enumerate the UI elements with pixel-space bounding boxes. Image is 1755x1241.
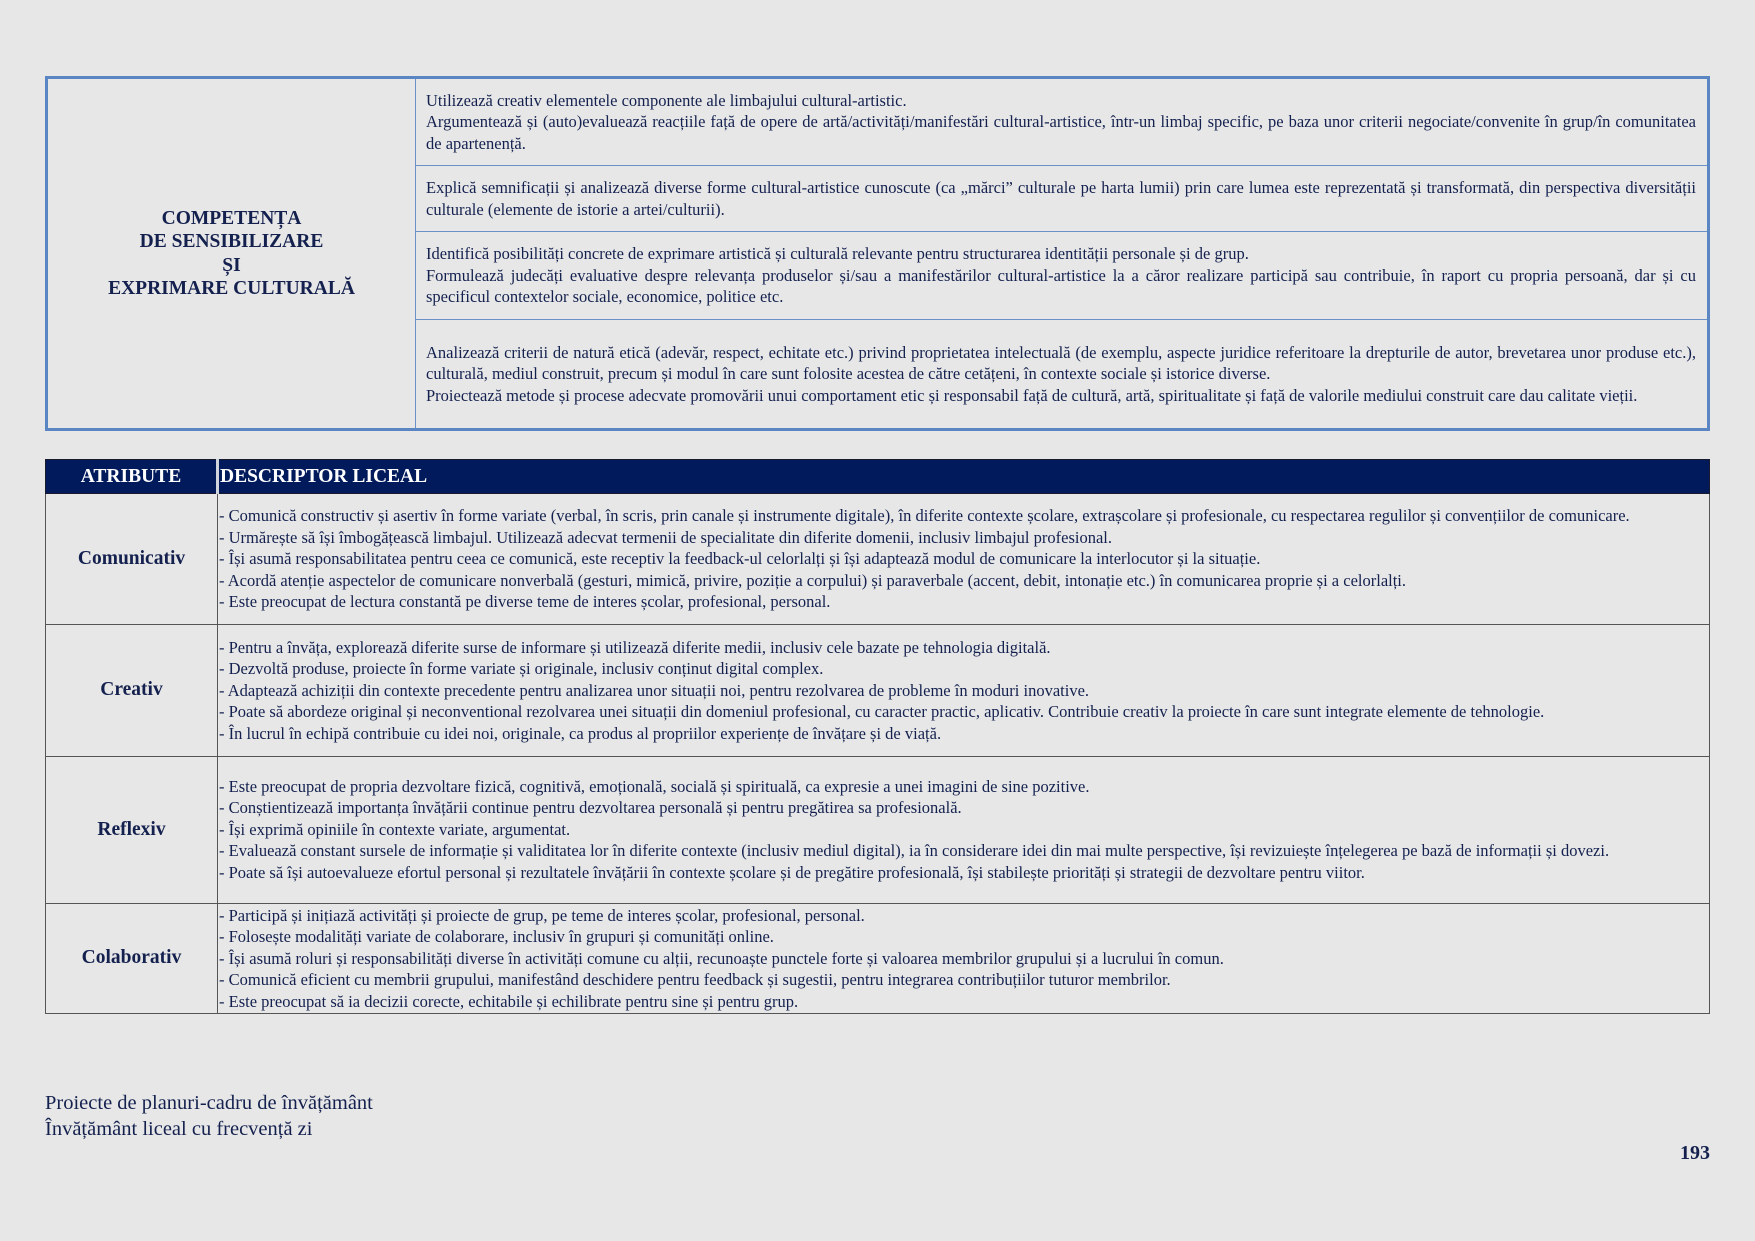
competence-cell <box>416 166 1709 232</box>
competence-title-line: EXPRIMARE CULTURALĂ <box>108 278 355 299</box>
attribute-name: Creativ <box>46 625 218 756</box>
descriptor-line: - Poate să își autoevalueze efortul personal și rezultatele învățării în contexte școlare și de pregătire profesională, își stabilește priorități și strategii de dezvoltare pentru viitor. <box>219 862 1365 882</box>
descriptor-line: - Este preocupat de propria dezvoltare fizică, cognitivă, emoțională, socială și spirituală, ca expresie a unei imagini de sine pozitive. <box>219 776 1090 796</box>
attributes-table <box>45 459 1710 1014</box>
footer-line-2: Învățământ liceal cu frecvență zi <box>45 1118 313 1140</box>
attribute-descriptor <box>218 494 1710 625</box>
attribute-descriptor <box>218 756 1710 903</box>
competence-cell <box>416 320 1709 430</box>
header-atribute: ATRIBUTE <box>46 460 218 494</box>
competence-text: Utilizează creativ elementele componente ale limbajului cultural-artistic. <box>426 90 907 110</box>
attributes-header-row <box>46 460 1710 494</box>
competence-title-line: COMPETENȚA <box>161 207 302 229</box>
descriptor-line: - Este preocupat să ia decizii corecte, echitabile și echilibrate pentru sine și pentru grup. <box>219 991 799 1011</box>
descriptor-line: - Urmărește să își îmbogățească limbajul. Utilizează adecvat termenii de specialitate din diferite domenii, inclusiv limbajul profesional. <box>219 527 1112 547</box>
attribute-row-creativ <box>46 625 1710 756</box>
descriptor-line: - Adaptează achiziții din contexte precedente pentru analizarea unor situații noi, pentru rezolvarea de probleme în moduri inovative. <box>219 680 1090 700</box>
attribute-name: Reflexiv <box>46 756 218 903</box>
page-footer <box>45 1090 373 1142</box>
competence-cell <box>416 232 1709 320</box>
attribute-name: Colaborativ <box>46 903 218 1013</box>
competence-title <box>47 78 416 430</box>
descriptor-line: - În lucrul în echipă contribuie cu idei noi, originale, ca produs al propriilor experiențe de învățare și de viață. <box>219 723 942 743</box>
descriptor-line: - Își asumă roluri și responsabilități diverse în activități comune cu alții, recunoaște punctele forte și valoarea membrilor grupului și a lucrului în comun. <box>219 948 1224 968</box>
descriptor-line: - Își asumă responsabilitatea pentru ceea ce comunică, este receptiv la feedback-ul celorlalți și își adaptează modul de comunicare la interlocutor și la situație. <box>219 549 1261 569</box>
descriptor-line: - Comunică constructiv și asertiv în forme variate (verbal, în scris, prin canale și instrumente digitale), în diferite contexte școlare, extrașcolare și profesionale, cu respectarea regulilor și convențiilor de comunicare. <box>219 506 1630 526</box>
attribute-row-reflexiv <box>46 756 1710 903</box>
descriptor-line: - Dezvoltă produse, proiecte în forme variate și originale, inclusiv conținut digital complex. <box>219 659 824 679</box>
descriptor-line: - Conștientizează importanța învățării continue pentru dezvoltarea personală și pentru pregătirea sa profesională. <box>219 798 962 818</box>
competence-text: Formulează judecăți evaluative despre relevanța produselor și/sau a manifestărilor cultural-artistice la a căror realizare participă sau contribuie, în raport cu propria persoană, dar și cu specificul contextelor sociale, economice, politice etc. <box>426 265 1696 307</box>
descriptor-line: - Pentru a învăța, explorează diferite surse de informare și utilizează diferite medii, inclusiv cele bazate pe tehnologia digitală. <box>219 637 1051 657</box>
competence-text: Identifică posibilități concrete de exprimare artistică și culturală relevante pentru structurarea identității personale și de grup. <box>426 244 1249 264</box>
competence-text: Analizează criterii de natură etică (adevăr, respect, echitate etc.) privind proprietatea intelectuală (de exemplu, aspecte juridice referitoare la drepturile de autor, brevetarea unor produse etc.), culturală, mediul construit, precum și modul în care sunt folosite acestea de către cetățeni, în contexte sociale și istorice diverse. <box>426 342 1696 384</box>
competence-text: Argumentează și (auto)evaluează reacțiile față de opere de artă/activități/manifestări cultural-artistice, într-un limbaj specific, pe baza unor criterii negociate/convenite în grup/în comunitatea de apartenență. <box>426 112 1696 153</box>
competence-title-line: DE SENSIBILIZARE <box>139 231 324 252</box>
attribute-name: Comunicativ <box>46 494 218 625</box>
page-number: 193 <box>1680 1142 1710 1164</box>
attribute-row-comunicativ <box>46 494 1710 625</box>
competence-cell <box>416 78 1709 166</box>
competence-text: Proiectează metode și procese adecvate promovării unui comportament etic și responsabil față de cultură, artă, spiritualitate și față de valorile mediului construit care dau calitate vieții. <box>426 385 1638 405</box>
descriptor-line: - Acordă atenție aspectelor de comunicare nonverbală (gesturi, mimică, privire, poziție a corpului) și paraverbale (accent, debit, intonație etc.) în comunicarea proprie și a celorlalți. <box>219 570 1407 590</box>
descriptor-line: - Participă și inițiază activități și proiecte de grup, pe teme de interes școlar, profesional, personal. <box>219 905 865 925</box>
competence-row-1 <box>47 78 1709 166</box>
competence-title-line: ȘI <box>222 254 241 276</box>
descriptor-line: - Poate să abordeze original și neconventional rezolvarea unei situații din domeniul profesional, cu caracter practic, aplicativ. Contribuie creativ la proiecte în care sunt integrate elemente de tehnologie. <box>219 702 1545 722</box>
descriptor-line: - Evaluează constant sursele de informație și validitatea lor în diferite contexte (inclusiv mediul digital), ia în considerare idei din mai multe perspective, își revizuiește înțelegerea pe bază de informații și dovezi. <box>219 841 1610 861</box>
descriptor-line: - Comunică eficient cu membrii grupului, manifestând deschidere pentru feedback și sugestii, pentru integrarea contribuțiilor tuturor membrilor. <box>219 970 1171 990</box>
descriptor-line: - Folosește modalități variate de colaborare, inclusiv în grupuri și comunități online. <box>219 927 774 947</box>
descriptor-line: - Își exprimă opiniile în contexte variate, argumentat. <box>219 819 571 839</box>
descriptor-line: - Este preocupat de lectura constantă pe diverse teme de interes școlar, profesional, personal. <box>219 592 831 612</box>
competence-text: Explică semnificații și analizează diverse forme cultural-artistice cunoscute (ca „mărci” culturale pe harta lumii) prin care lumea este reprezentată și transformată, din perspectiva diversității culturale (elemente de istorie a artei/culturii). <box>426 178 1696 219</box>
attribute-descriptor <box>218 625 1710 756</box>
attribute-descriptor <box>218 903 1710 1013</box>
competence-table <box>45 76 1710 431</box>
header-descriptor: DESCRIPTOR LICEAL <box>218 460 1710 494</box>
attribute-row-colaborativ <box>46 903 1710 1013</box>
footer-line-1: Proiecte de planuri-cadru de învățământ <box>45 1092 373 1114</box>
